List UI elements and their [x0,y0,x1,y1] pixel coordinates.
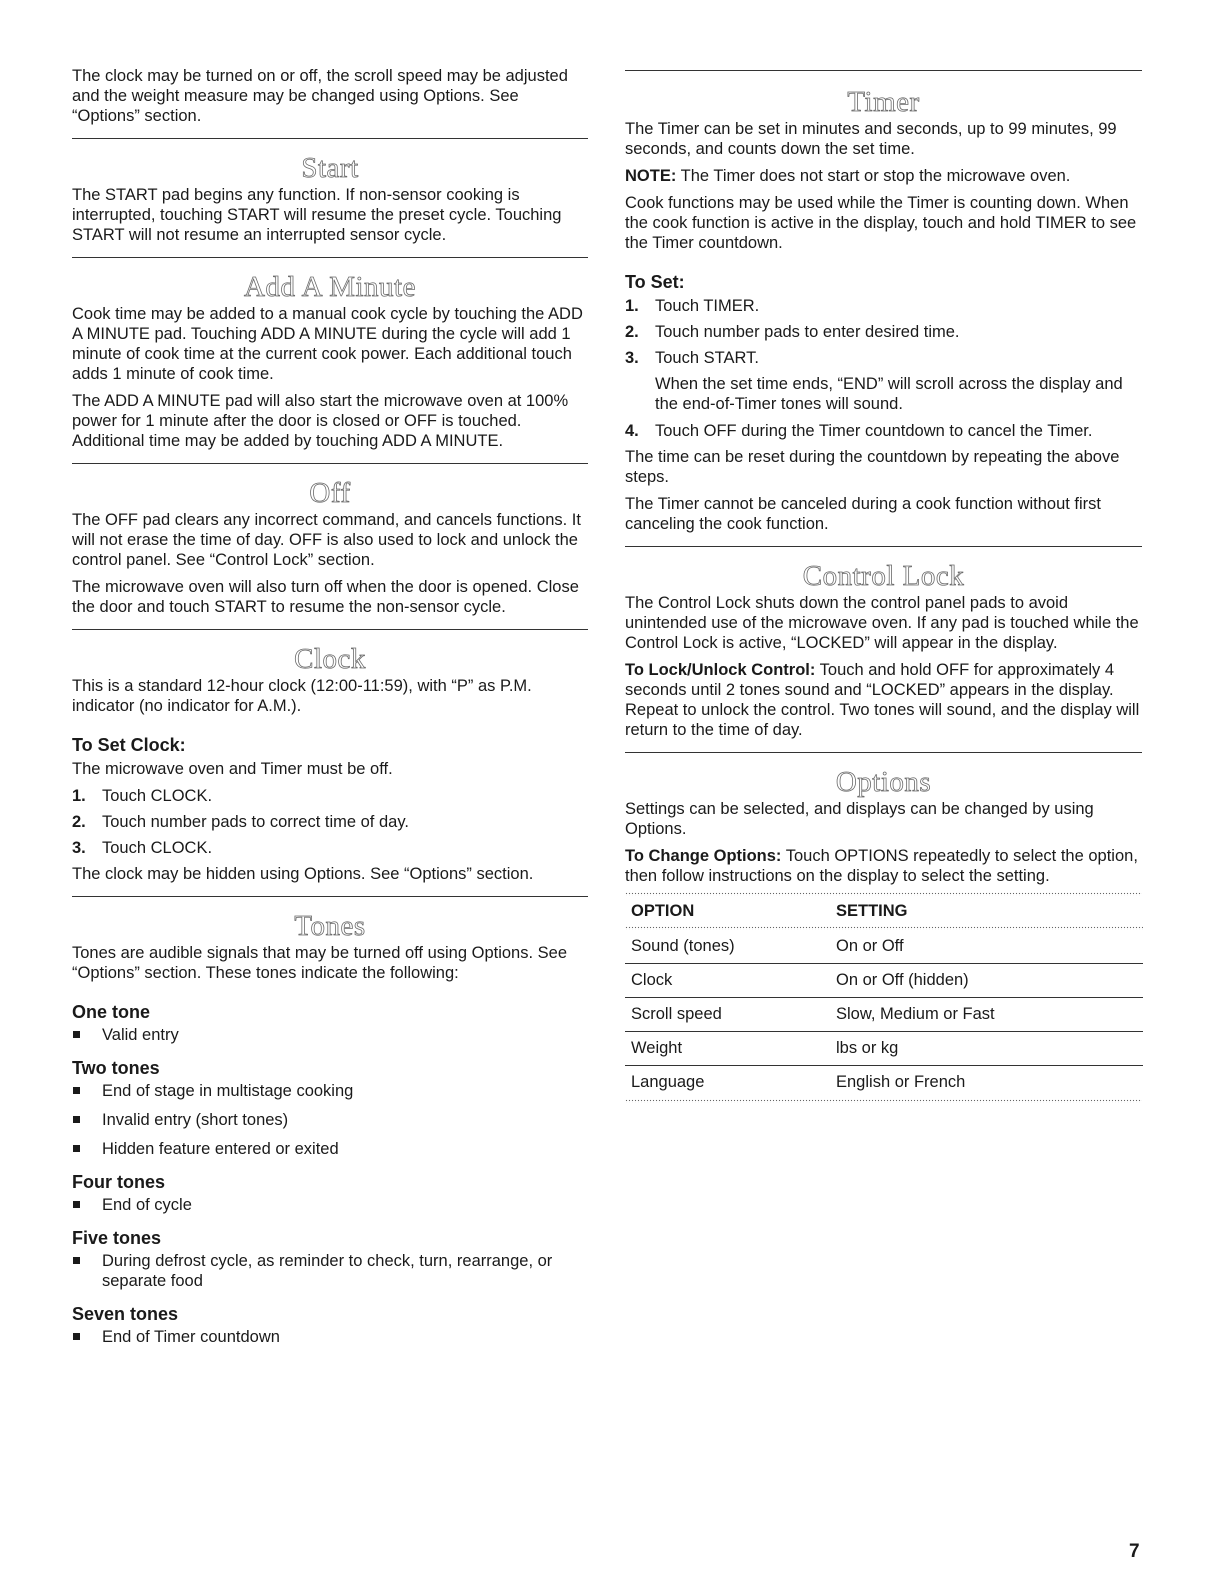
start-paragraph: The START pad begins any function. If non-sensor cooking is interrupted, touching START will resume the preset cycle. Touching START will not resume an interrupted sensor cycle. [72,186,562,244]
step-number: 4. [625,422,639,440]
option-cell: Language [625,1066,830,1100]
list-item: Valid entry [72,1025,588,1045]
step-number: 1. [72,787,86,805]
list-item: During defrost cycle, as reminder to check, turn, rearrange, or separate food [72,1251,588,1291]
table-row [625,998,1143,1032]
bullet-icon [72,1195,102,1215]
column-header-option: OPTION [631,901,695,920]
tone-group-heading: Two tones [72,1058,160,1078]
options-paragraph-2: To Change Options: Touch OPTIONS repeatedly to select the option, then follow instructions on the display to select the setting. [625,847,1138,885]
step-text: Touch CLOCK. [102,787,213,805]
setting-cell: English or French [830,1066,1143,1100]
control-lock-section [625,547,1142,740]
list-item [625,421,1142,441]
step-text: Touch TIMER. [655,297,760,315]
list-item: End of stage in multistage cooking [72,1081,588,1101]
step-text: Touch CLOCK. [102,839,213,857]
add-minute-paragraph-1: Cook time may be added to a manual cook cycle by touching the ADD A MINUTE pad. Touching ADD A MINUTE during the cycle will add 1 minute of cook time at the current cook power. Each additional touch adds 1 minute of cook time. [72,305,583,383]
step-text: Touch number pads to enter desired time. [655,323,960,341]
timer-subheading: To Set: [625,272,685,292]
tone-group-heading: One tone [72,1002,151,1022]
step-text: Touch number pads to correct time of day. [102,813,409,831]
step-number: 2. [72,813,86,831]
list-item [72,838,588,858]
table-row [625,964,1143,998]
section-title-clock: Clock [294,643,366,675]
timer-paragraph-2: Cook functions may be used while the Timer is counting down. When the cook function is active in the display, touch and hold TIMER to see the Timer countdown. [625,194,1137,252]
table-row [625,1032,1143,1066]
option-cell: Clock [625,964,830,998]
add-minute-paragraph-2: The ADD A MINUTE pad will also start the microwave oven at 100% power for 1 minute after the door is closed or OFF is touched. Additional time may be added by touching ADD A MINUTE. [72,392,569,450]
option-cell: Sound (tones) [631,937,735,955]
section-title-options: Options [835,766,932,798]
tone-group-heading: Seven tones [72,1304,179,1324]
option-cell: Scroll speed [625,998,830,1032]
tone-group-heading: Five tones [72,1228,162,1248]
tone-group-heading: Four tones [72,1172,165,1192]
note-text: The Timer does not start or stop the microwave oven. [676,167,1071,185]
off-section [72,464,588,617]
note-label: NOTE: [625,167,677,185]
setting-cell: On or Off [836,937,904,955]
inline-label: To Lock/Unlock Control: [625,661,816,679]
column-header-setting: SETTING [836,901,908,920]
step-text: Touch OFF during the Timer countdown to cancel the Timer. [655,422,1093,440]
list-item: End of cycle [72,1195,588,1215]
timer-section [625,71,1142,534]
tones-section [72,897,588,1347]
step-note: When the set time ends, “END” will scroll across the display and the end-of-Timer tones will sound. [655,375,1123,413]
list-item: Hidden feature entered or exited [72,1139,588,1159]
options-table [625,896,1143,1099]
setting-cell: On or Off (hidden) [830,964,1143,998]
control-lock-paragraph-2: To Lock/Unlock Control: Touch and hold OFF for approximately 4 seconds until 2 tones sound and “LOCKED” appears in the display. Repeat to unlock the control. Two tones will sound, and the display will return to the time of day. [625,661,1140,739]
clock-subheading: To Set Clock: [72,735,186,755]
right-column [625,70,1142,1103]
step-number: 2. [625,323,639,341]
off-paragraph-2: The microwave oven will also turn off when the door is opened. Close the door and touch START to resume the non-sensor cycle. [72,578,579,616]
section-title-timer: Timer [847,86,920,118]
section-title-off: Off [309,477,351,509]
table-header-row [625,896,1143,926]
section-title-tones: Tones [294,910,366,942]
bullet-icon [72,1110,102,1130]
step-number: 3. [625,349,639,367]
bullet-icon [72,1327,102,1347]
table-row [625,930,1143,964]
off-paragraph-1: The OFF pad clears any incorrect command, and cancels functions. It will not erase the time of day. OFF is also used to lock and unlock the control panel. See “Control Lock” section. [72,511,581,569]
list-item: Invalid entry (short tones) [72,1110,588,1130]
table-row [625,1066,1143,1100]
step-text: Touch START. [655,349,759,367]
list-item [625,322,1142,342]
add-minute-section [72,258,588,451]
clock-paragraph-2: The microwave oven and Timer must be off. [72,760,393,778]
timer-note [625,166,1142,186]
timer-paragraph-3: The time can be reset during the countdown by repeating the above steps. [625,448,1120,486]
step-number: 1. [625,297,639,315]
tones-paragraph: Tones are audible signals that may be turned off using Options. See “Options” section. These tones indicate the following: [72,944,568,982]
start-section [72,139,588,245]
list-item [625,296,1142,316]
section-title-add-a-minute: Add A Minute [244,271,416,303]
bullet-icon [72,1251,102,1291]
step-number: 3. [72,839,86,857]
bullet-icon [72,1081,102,1101]
setting-cell: lbs or kg [830,1032,1143,1066]
setting-cell: Slow, Medium or Fast [830,998,1143,1032]
left-column [72,66,588,1356]
clock-paragraph-1: This is a standard 12-hour clock (12:00-11:59), with “P” as P.M. indicator (no indicator for A.M.). [72,677,532,715]
timer-paragraph-1: The Timer can be set in minutes and seconds, up to 99 minutes, 99 seconds, and counts down the set time. [625,120,1117,158]
options-section [625,753,1142,1103]
bullet-icon [72,1025,102,1045]
list-item [72,786,588,806]
section-title-control-lock: Control Lock [802,560,965,592]
clock-section [72,630,588,884]
list-item: End of Timer countdown [72,1327,588,1347]
inline-label: To Change Options: [625,847,782,865]
clock-paragraph-3: The clock may be hidden using Options. See “Options” section. [72,865,534,883]
control-lock-paragraph-1: The Control Lock shuts down the control panel pads to avoid unintended use of the microwave oven. If any pad is touched while the Control Lock is active, “LOCKED” will appear in the display. [625,594,1139,652]
intro-paragraph: The clock may be turned on or off, the scroll speed may be adjusted and the weight measure may be changed using Options. See “Options” section. [72,67,568,125]
options-paragraph-1: Settings can be selected, and displays can be changed by using Options. [625,800,1094,838]
option-cell: Weight [625,1032,830,1066]
section-title-start: Start [301,152,359,184]
page-number: 7 [1129,1541,1140,1562]
table-bottom-border [625,1099,1142,1103]
timer-paragraph-4: The Timer cannot be canceled during a cook function without first canceling the cook function. [625,495,1102,533]
bullet-icon [72,1139,102,1159]
list-item [72,812,588,832]
list-item [625,348,1142,368]
